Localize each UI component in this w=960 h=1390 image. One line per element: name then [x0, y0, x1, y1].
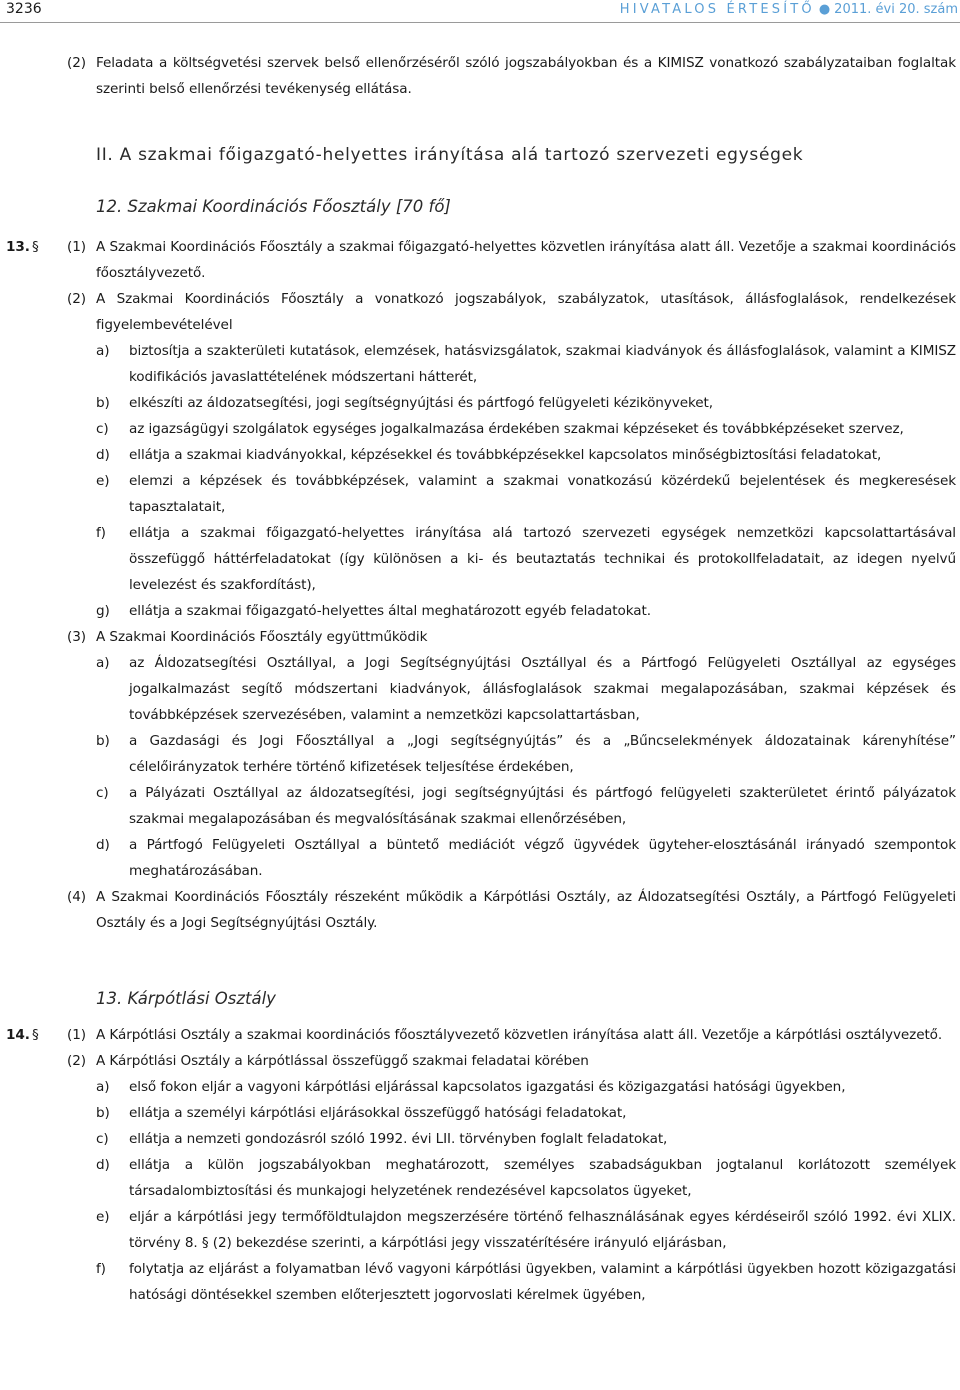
- paragraph-number: (2): [67, 1053, 86, 1069]
- item-text: az igazságügyi szolgálatok egységes jogalkalmazása érdekében szakmai képzéseket és továbbképzéseket szervez,: [129, 421, 904, 437]
- item-label: d): [96, 447, 110, 463]
- paragraph-text: A Kárpótlási Osztály a kárpótlással összefüggő szakmai feladatai körében: [96, 1053, 589, 1069]
- list-item: [0, 1100, 960, 1126]
- item-text: ellátja a szakmai főigazgató-helyettes által meghatározott egyéb feladatokat.: [129, 603, 651, 619]
- section-number: 13.: [6, 239, 30, 255]
- item-text: a Pártfogó Felügyeleti Osztállyal a büntető mediációt végző ügyvédek ügyteher-elosztásánál irányadó szempontok meghatározásában.: [129, 837, 956, 879]
- item-label: b): [96, 1105, 110, 1121]
- paragraph: [0, 1048, 960, 1074]
- item-text: ellátja a szakmai kiadványokkal, képzésekkel és továbbképzésekkel kapcsolatos minőségbiztosítási feladatokat,: [129, 447, 882, 463]
- subsection-heading: 12. Szakmai Koordinációs Főosztály [70 fő]: [96, 197, 451, 216]
- subsection-heading: 13. Kárpótlási Osztály: [96, 989, 276, 1008]
- list-item: [0, 390, 960, 416]
- issue-label: 2011. évi 20. szám: [834, 2, 958, 17]
- paragraph-text: A Szakmai Koordinációs Főosztály a szakmai főigazgató-helyettes közvetlen irányítása alatt áll. Vezetője a szakmai koordinációs főosztályvezető.: [96, 239, 956, 281]
- list-item: [0, 416, 960, 442]
- item-text: ellátja a nemzeti gondozásról szóló 1992. évi LII. törvényben foglalt feladatokat,: [129, 1131, 668, 1147]
- item-label: d): [96, 1157, 110, 1173]
- item-text: az Áldozatsegítési Osztállyal, a Jogi Segítségnyújtási Osztállyal és a Pártfogó Felügyeleti Osztállyal az egységes jogalkalmazást segítő módszertani kiadványok, állásfoglalások szakmai megalapozásában, szakmai képzések és továbbképzések szervezésében, valamint a nemzetközi kapcsolattartásban,: [129, 655, 956, 723]
- item-label: d): [96, 837, 110, 853]
- paragraph-text: A Szakmai Koordinációs Főosztály együttműködik: [96, 629, 428, 645]
- list-item: [0, 598, 960, 624]
- section-symbol: §: [32, 239, 39, 255]
- paragraph-text: A Szakmai Koordinációs Főosztály a vonatkozó jogszabályok, szabályzatok, utasítások, állásfoglalások, rendelkezések figyelembevételével: [96, 291, 956, 333]
- item-text: eljár a kárpótlási jegy termőföldtulajdon megszerzésére történő felhasználásának egyes kérdéseiről szóló 1992. évi XLIX. törvény 8. § (2) bekezdése szerinti, a kárpótlási jegy visszatérítésére irányuló eljárásban,: [129, 1209, 956, 1251]
- list-item: [0, 520, 960, 598]
- list-item: [0, 780, 960, 832]
- item-label: f): [96, 1261, 106, 1277]
- item-label: b): [96, 395, 110, 411]
- page-number: 3236: [6, 1, 42, 17]
- paragraph-number: (1): [67, 239, 86, 255]
- header-separator: ●: [818, 2, 831, 17]
- document-content: [0, 50, 960, 1308]
- list-item: [0, 468, 960, 520]
- item-text: ellátja a személyi kárpótlási eljárásokkal összefüggő hatósági feladatokat,: [129, 1105, 627, 1121]
- paragraph-number: (2): [67, 291, 86, 307]
- item-text: ellátja a szakmai főigazgató-helyettes irányítása alá tartozó szervezeti egységek nemzetközi kapcsolattartásával összefüggő háttérfeladatokat (így különösen a ki- és beutaztatás technikai és protokollfeladatait, az idegen nyelvű levelezést és szakfordítást),: [129, 525, 956, 593]
- item-label: c): [96, 421, 109, 437]
- item-text: elkészíti az áldozatsegítési, jogi segítségnyújtási és pártfogó felügyeleti kézikönyveket,: [129, 395, 713, 411]
- item-label: b): [96, 733, 110, 749]
- list-item: [0, 1126, 960, 1152]
- paragraph: [0, 624, 960, 650]
- paragraph: [0, 234, 960, 286]
- list-item: [0, 442, 960, 468]
- item-label: f): [96, 525, 106, 541]
- list-item: [0, 338, 960, 390]
- item-label: g): [96, 603, 110, 619]
- paragraph: [0, 286, 960, 338]
- paragraph: [0, 884, 960, 936]
- paragraph-number: (1): [67, 1027, 86, 1043]
- section-symbol: §: [32, 1027, 39, 1043]
- list-item: [0, 728, 960, 780]
- item-label: c): [96, 1131, 109, 1147]
- item-label: c): [96, 785, 109, 801]
- list-item: [0, 1256, 960, 1308]
- item-label: a): [96, 343, 110, 359]
- list-item: [0, 1204, 960, 1256]
- item-label: a): [96, 1079, 110, 1095]
- paragraph: [0, 50, 960, 102]
- paragraph-text: A Kárpótlási Osztály a szakmai koordinációs főosztályvezető közvetlen irányítása alatt áll. Vezetője a kárpótlási osztályvezető.: [96, 1027, 943, 1043]
- page-header: [0, 0, 960, 23]
- paragraph-number: (2): [67, 55, 86, 71]
- paragraph: [0, 1022, 960, 1048]
- item-text: elemzi a képzések és továbbképzések, valamint a szakmai vonatkozású közérdekű bejelentések és megkeresések tapasztalatait,: [129, 473, 956, 515]
- item-text: a Gazdasági és Jogi Főosztállyal a „Jogi segítségnyújtás” és a „Bűncselekmények áldozatainak kárenyhítése” célelőirányzatok terhére történő kifizetések teljesítése érdekében,: [129, 733, 956, 775]
- item-label: e): [96, 473, 110, 489]
- section-number: 14.: [6, 1027, 30, 1043]
- journal-title: HIVATALOS ÉRTESÍTŐ: [619, 2, 815, 17]
- item-label: e): [96, 1209, 110, 1225]
- item-text: a Pályázati Osztállyal az áldozatsegítési, jogi segítségnyújtási és pártfogó felügyeleti szakterületet érintő pályázatok szakmai megalapozásában és megvalósításának szakmai ellenőrzésében,: [129, 785, 956, 827]
- list-item: [0, 832, 960, 884]
- item-text: ellátja a külön jogszabályokban meghatározott, személyes szabadságukban jogtalanul korlátozott személyek társadalombiztosítási és munkajogi helyzetének rendezésével kapcsolatos ügyeket,: [129, 1157, 956, 1199]
- paragraph-number: (3): [67, 629, 86, 645]
- list-item: [0, 650, 960, 728]
- list-item: [0, 1152, 960, 1204]
- paragraph-text: Feladata a költségvetési szervek belső ellenőrzéséről szóló jogszabályokban és a KIMISZ vonatkozó szabályzataiban foglaltak szerinti belső ellenőrzési tevékenység ellátása.: [96, 55, 956, 97]
- list-item: [0, 1074, 960, 1100]
- item-text: első fokon eljár a vagyoni kárpótlási eljárással kapcsolatos igazgatási és közigazgatási hatósági ügyekben,: [129, 1079, 846, 1095]
- item-text: biztosítja a szakterületi kutatások, elemzések, hatásvizsgálatok, szakmai kiadványok és állásfoglalások, valamint a KIMISZ kodifikációs javaslattételének módszertani hátterét,: [129, 343, 956, 385]
- paragraph-text: A Szakmai Koordinációs Főosztály részeként működik a Kárpótlási Osztály, az Áldozatsegítési Osztály, a Pártfogó Felügyeleti Osztály és a Jogi Segítségnyújtási Osztály.: [96, 889, 956, 931]
- item-text: folytatja az eljárást a folyamatban lévő vagyoni kárpótlási ügyekben, valamint a kárpótlási ügyekben hozott közigazgatási hatósági döntésekkel szemben előterjesztett jogorvoslati kérelmek ügyében,: [129, 1261, 956, 1303]
- paragraph-number: (4): [67, 889, 86, 905]
- journal-info: [620, 2, 958, 17]
- chapter-heading: II. A szakmai főigazgató-helyettes irányítása alá tartozó szervezeti egységek: [96, 145, 804, 165]
- item-label: a): [96, 655, 110, 671]
